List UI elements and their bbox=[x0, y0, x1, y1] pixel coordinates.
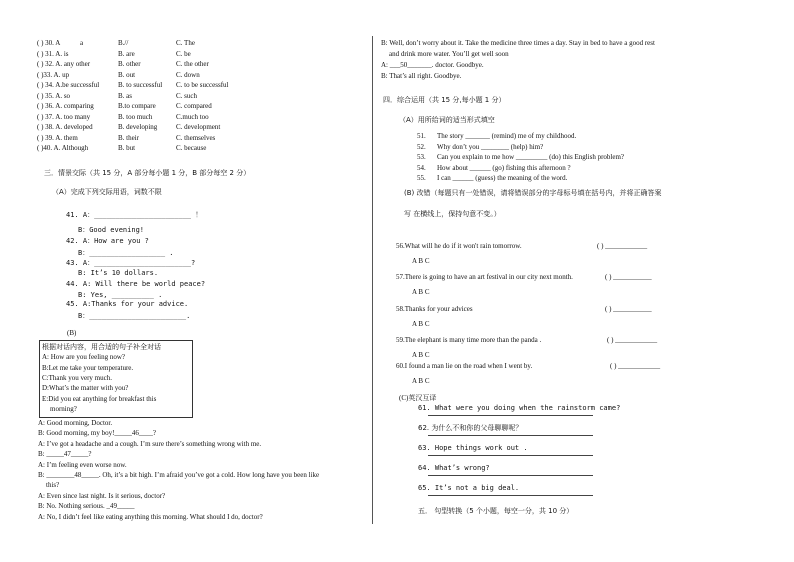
column-divider bbox=[372, 36, 373, 524]
completion-line: B: Yes, __________ . bbox=[78, 291, 163, 299]
dialogue-line: B: _____47_____? bbox=[38, 450, 92, 459]
mc-option-c: C.much too bbox=[176, 112, 209, 121]
fill-number: 51. bbox=[417, 132, 426, 140]
mc-option-b: B. as bbox=[118, 91, 132, 100]
fill-sentence: How about ______ (go) fishing this afternoon ? bbox=[437, 163, 571, 172]
completion-line: 45. A:Thanks for your advice. bbox=[66, 300, 189, 308]
dialogue-line: B: No. Nothing serious. _49_____ bbox=[38, 502, 135, 511]
dialogue-line: A: Even since last night. Is it serious, doctor? bbox=[38, 491, 166, 500]
answer-blank: ( ) ___________ bbox=[605, 305, 652, 313]
mc-question-number: ( ) 38. A. developed bbox=[37, 123, 93, 131]
mc-option-b: B. too much bbox=[118, 112, 153, 121]
mc-question-number: ( )33. A. up bbox=[37, 70, 70, 79]
part-b-title-cont: 写 在横线上，保持句意不变。） bbox=[404, 210, 501, 218]
translation-item: 63. Hope things work out . bbox=[418, 444, 528, 452]
mc-option-b: B.// bbox=[118, 39, 129, 47]
box-line: D:What’s the matter with you? bbox=[42, 384, 129, 393]
part-a-title: （A）完成下列交际用语，词数不限 bbox=[52, 188, 162, 196]
dialogue-line: B: That’s all right. Goodbye. bbox=[381, 72, 462, 80]
mc-option-b: B. other bbox=[118, 60, 141, 68]
answer-line bbox=[428, 495, 593, 496]
mc-option-c: C. to be successful bbox=[176, 81, 229, 89]
fill-number: 53. bbox=[417, 153, 426, 162]
mc-option-b: B. developing bbox=[118, 123, 158, 131]
part-a-fill-title: （A）用所给词的适当形式填空 bbox=[399, 116, 495, 124]
translation-item: 62. 为什么不和你的父母聊聊呢？ bbox=[418, 424, 523, 432]
part-b-title: (B) 改错（每题只有一处错误，请将错误部分的字母标号填在括号内，并将正确答案 bbox=[404, 189, 662, 197]
dialogue-line: A: I’m feeling even worse now. bbox=[38, 460, 127, 469]
fill-sentence: Why don’t you ________ (help) him? bbox=[437, 142, 544, 151]
mc-option-b: B. to successful bbox=[118, 81, 163, 89]
dialogue-line: A: Good morning, Doctor. bbox=[38, 419, 113, 427]
option-letters: A B C bbox=[412, 377, 430, 385]
option-letters: A B C bbox=[412, 320, 430, 328]
mc-option-c: C. down bbox=[176, 70, 200, 79]
completion-line: 41. A：_______________________ ！ bbox=[66, 211, 203, 219]
answer-line bbox=[428, 415, 593, 416]
fill-number: 54. bbox=[417, 163, 426, 172]
fill-sentence: Can you explain to me how _________ (do) this English problem? bbox=[437, 153, 625, 162]
completion-line: B：Good evening! bbox=[78, 226, 145, 234]
fill-number: 52. bbox=[417, 142, 426, 151]
box-line: morning? bbox=[50, 404, 77, 413]
translation-item: 61. What were you doing when the rainstorm came? bbox=[418, 404, 621, 412]
mc-option-b: B. their bbox=[118, 133, 139, 142]
completion-line: B: It’s 10 dollars. bbox=[78, 269, 159, 277]
dialogue-line: A: I’ve got a headache and a cough. I’m sure there’s something wrong with me. bbox=[38, 439, 262, 448]
completion-line: B：_______________________. bbox=[78, 312, 191, 320]
mc-option-c: C. be bbox=[176, 49, 191, 58]
answer-line bbox=[428, 455, 593, 456]
box-line: C:Thank you very much. bbox=[42, 373, 112, 382]
mc-option-b: B. are bbox=[118, 49, 135, 58]
mc-option-c: C. the other bbox=[176, 60, 209, 68]
part-b-label: (B) bbox=[67, 329, 77, 337]
mc-option-c: C. because bbox=[176, 144, 207, 152]
completion-line: 44. A: Will there be world peace? bbox=[66, 280, 206, 288]
mc-option-c: C. The bbox=[176, 39, 195, 47]
completion-line: 43. A：_______________________? bbox=[66, 259, 196, 267]
fill-number: 55. bbox=[417, 174, 426, 183]
mc-option-c: C. compared bbox=[176, 102, 212, 110]
mc-question-number: ( ) 36. A. comparing bbox=[37, 102, 94, 110]
fill-sentence: I can ______ (guess) the meaning of the word. bbox=[437, 174, 568, 183]
error-sentence: 56.What will he do if it won't rain tomorrow. bbox=[396, 242, 522, 250]
mc-option-b: B. out bbox=[118, 70, 136, 79]
dialogue-line: A: No, I didn’t feel like eating anything this morning. What should I do, doctor? bbox=[38, 512, 263, 521]
mc-question-number: ( ) 39. A. them bbox=[37, 133, 78, 142]
mc-option-b: B. but bbox=[118, 144, 136, 152]
mc-option-b: B.to compare bbox=[118, 102, 156, 110]
dialogue-line: B: ________48_____. Oh, it’s a bit high. I’m afraid you’ve got a cold. How long have you been like bbox=[38, 471, 320, 479]
error-sentence: 60.I found a man lie on the road when I went by. bbox=[396, 362, 533, 370]
section-5-title: 五． 句型转换（5 个小题，每空一分，共 10 分） bbox=[418, 507, 574, 515]
option-letters: A B C bbox=[412, 257, 430, 265]
box-line: E:Did you eat anything for breakfast this bbox=[42, 394, 157, 403]
answer-blank: ( ) ____________ bbox=[610, 362, 661, 370]
error-sentence: 58.Thanks for your advices bbox=[396, 305, 473, 313]
mc-question-number: ( ) 37. A. too many bbox=[37, 112, 91, 121]
error-sentence: 59.The elephant is many time more than the panda . bbox=[396, 336, 542, 344]
mc-question-number: ( ) 35. A. so bbox=[37, 91, 71, 100]
mc-option-c: C. development bbox=[176, 123, 221, 131]
answer-line bbox=[428, 435, 593, 436]
completion-line: B：__________________ . bbox=[78, 249, 174, 257]
mc-option-a: a bbox=[80, 39, 84, 47]
fill-sentence: The story _______ (remind) me of my childhood. bbox=[437, 132, 577, 140]
part-c-title: (C)英汉互译 bbox=[399, 394, 437, 402]
answer-line bbox=[428, 475, 593, 476]
error-sentence: 57.There is going to have an art festival in our city next month. bbox=[396, 273, 573, 281]
dialogue-line: B: Well, don’t worry about it. Take the medicine three times a day. Stay in bed to have a good rest bbox=[381, 39, 655, 47]
dialogue-line: this? bbox=[46, 481, 60, 490]
translation-item: 65. It’s not a big deal. bbox=[418, 484, 520, 492]
box-line: B:Let me take your temperature. bbox=[42, 363, 134, 372]
translation-item: 64. What’s wrong? bbox=[418, 464, 490, 472]
mc-question-number: ( )40. A. Although bbox=[37, 144, 89, 152]
mc-option-c: C. themselves bbox=[176, 133, 216, 142]
mc-question-number: ( ) 31. A. is bbox=[37, 49, 69, 58]
mc-question-number: ( ) 30. A bbox=[37, 39, 61, 47]
answer-blank: ( ) ____________ bbox=[597, 242, 648, 250]
dialogue-line: A: ___50_______. doctor. Goodbye. bbox=[381, 61, 484, 69]
mc-question-number: ( ) 32. A. any other bbox=[37, 60, 91, 68]
section-3-title: 三．情景交际（共 15 分，A 部分每小题 1 分，B 部分每空 2 分） bbox=[44, 169, 251, 177]
section-4-title: 四．综合运用（共 15 分,每小题 1 分） bbox=[383, 96, 506, 104]
option-letters: A B C bbox=[412, 288, 430, 296]
dialogue-line: B: Good morning, my boy!_____46____? bbox=[38, 429, 157, 438]
box-line: A: How are you feeling now? bbox=[42, 353, 126, 362]
mc-option-c: C. such bbox=[176, 91, 197, 100]
option-letters: A B C bbox=[412, 351, 430, 359]
answer-blank: ( ) ___________ bbox=[605, 273, 652, 281]
box-line: 根据对话内容，用合适的句子补全对话 bbox=[42, 343, 161, 351]
mc-question-number: ( ) 34. A.be successful bbox=[37, 81, 100, 89]
completion-line: 42. A：How are you ? bbox=[66, 237, 149, 245]
dialogue-line: and drink more water. You’ll get well soon bbox=[389, 50, 509, 58]
answer-blank: ( ) ____________ bbox=[607, 336, 658, 344]
